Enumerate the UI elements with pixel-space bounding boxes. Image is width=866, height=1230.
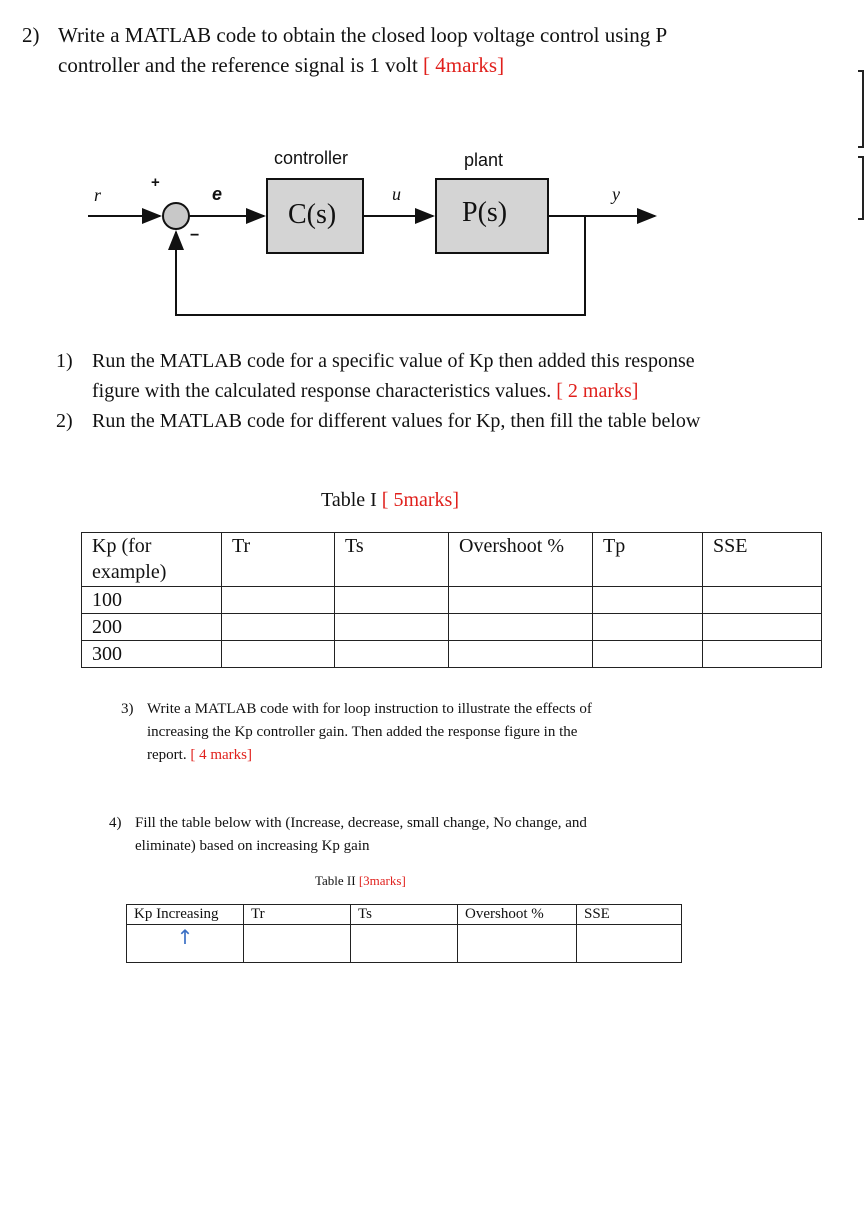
table-1-header-kp: Kp (for example) <box>82 533 222 587</box>
question-line1: Write a MATLAB code to obtain the closed loop voltage control using P <box>58 23 668 47</box>
table-cell <box>222 614 335 641</box>
table-2 <box>126 904 682 963</box>
controller-transfer-function: C(s) <box>288 199 337 230</box>
table-2-header-overshoot: Overshoot % <box>458 905 577 925</box>
table-cell: 200 <box>82 614 222 641</box>
table-row <box>82 587 822 614</box>
controller-label: controller <box>274 148 349 168</box>
table-cell <box>593 587 703 614</box>
up-arrow-icon: ↑ <box>127 925 244 963</box>
table-2-caption-text: Table II <box>315 873 359 888</box>
table-cell <box>351 925 458 963</box>
question-block <box>22 20 842 80</box>
table-cell <box>458 925 577 963</box>
task-3-line3: report. <box>147 747 191 763</box>
signal-r-label: r <box>94 185 102 205</box>
table-1 <box>81 532 822 668</box>
table-cell <box>449 587 593 614</box>
table-cell <box>222 641 335 668</box>
task-4 <box>109 812 729 858</box>
table-1-header-row <box>82 533 822 587</box>
table-cell <box>703 641 822 668</box>
table-row <box>82 641 822 668</box>
table-cell <box>222 587 335 614</box>
task-1-number: 1) <box>56 350 73 372</box>
table-cell <box>335 614 449 641</box>
question-number: 2) <box>22 23 40 47</box>
signal-u-label: u <box>392 184 401 204</box>
block-diagram <box>0 140 866 325</box>
task-1-line1: Run the MATLAB code for a specific value of Kp then added this response <box>92 350 695 372</box>
table-1-caption-text: Table I <box>321 489 382 511</box>
task-3-line1: Write a MATLAB code with for loop instruction to illustrate the effects of <box>147 701 592 717</box>
question-marks: [ 4marks] <box>423 53 505 77</box>
plant-transfer-function: P(s) <box>462 197 508 228</box>
plant-label: plant <box>464 150 504 170</box>
task-1 <box>56 346 846 406</box>
table-cell <box>335 641 449 668</box>
signal-y-label: y <box>612 184 620 204</box>
task-3-marks: [ 4 marks] <box>190 747 252 763</box>
table-cell <box>593 641 703 668</box>
task-2-number: 2) <box>56 410 73 432</box>
table-2-header-kp: Kp Increasing <box>127 905 244 925</box>
table-2-header-row <box>127 905 682 925</box>
task-1-marks: [ 2 marks] <box>556 380 639 402</box>
table-cell <box>244 925 351 963</box>
table-cell <box>449 614 593 641</box>
task-1-line2: figure with the calculated response characteristics values. <box>92 380 557 402</box>
table-cell <box>335 587 449 614</box>
task-4-line1: Fill the table below with (Increase, decrease, small change, No change, and <box>135 815 587 831</box>
task-2-line1: Run the MATLAB code for different values for Kp, then fill the table below <box>92 410 701 432</box>
table-2-header-ts: Ts <box>351 905 458 925</box>
table-cell: 300 <box>82 641 222 668</box>
task-3 <box>121 698 721 767</box>
task-3-number: 3) <box>121 701 134 717</box>
table-1-header-ts: Ts <box>335 533 449 587</box>
table-cell <box>593 614 703 641</box>
task-3-line2: increasing the Kp controller gain. Then added the response figure in the <box>147 724 578 740</box>
table-2-marks: [3marks] <box>358 873 406 888</box>
table-1-header-overshoot: Overshoot % <box>449 533 593 587</box>
table-cell: 100 <box>82 587 222 614</box>
task-4-number: 4) <box>109 815 122 831</box>
table-2-header-sse: SSE <box>577 905 682 925</box>
page-edge-bracket-top <box>858 70 864 148</box>
table-2-header-tr: Tr <box>244 905 351 925</box>
table-1-marks: [ 5marks] <box>381 489 459 511</box>
task-2 <box>56 406 846 436</box>
question-line2: controller and the reference signal is 1 volt <box>58 53 424 77</box>
table-cell <box>703 614 822 641</box>
table-1-caption <box>321 485 459 515</box>
table-2-caption <box>315 873 406 889</box>
minus-sign: − <box>190 227 200 244</box>
signal-e-label: e <box>212 184 223 204</box>
table-row <box>127 925 682 963</box>
table-cell <box>703 587 822 614</box>
table-cell <box>577 925 682 963</box>
table-cell <box>449 641 593 668</box>
task-4-line2: eliminate) based on increasing Kp gain <box>135 838 370 854</box>
table-1-header-sse: SSE <box>703 533 822 587</box>
summing-junction <box>163 203 189 229</box>
table-1-header-tr: Tr <box>222 533 335 587</box>
table-row <box>82 614 822 641</box>
plus-sign: + <box>151 174 160 191</box>
table-1-header-tp: Tp <box>593 533 703 587</box>
